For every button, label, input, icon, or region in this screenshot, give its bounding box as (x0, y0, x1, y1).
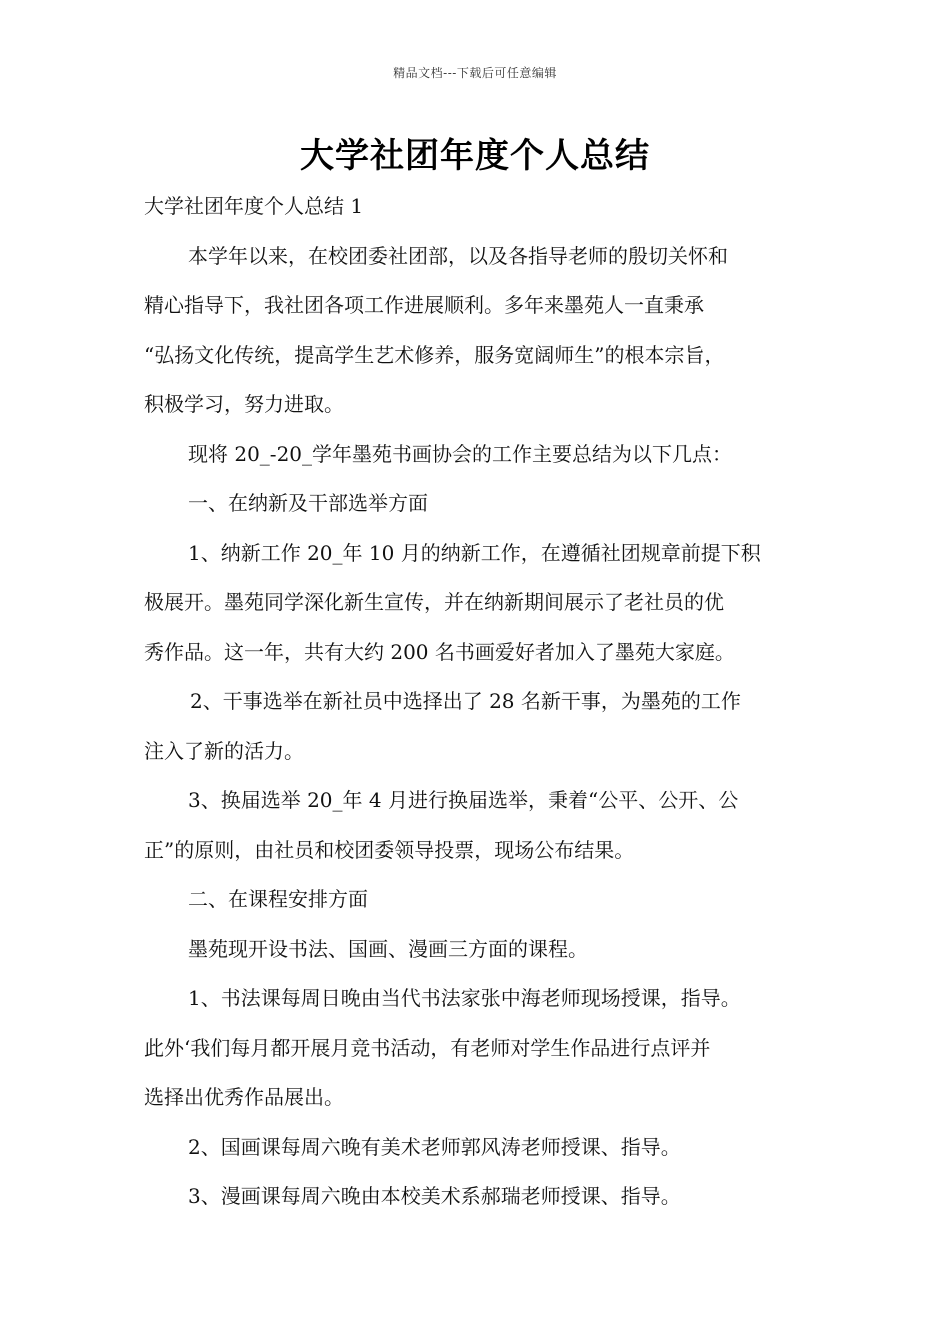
paragraph-line: 3、漫画课每周六晚由本校美术系郝瑞老师授课、指导。 (188, 1184, 681, 1208)
paragraph-line: 墨苑现开设书法、国画、漫画三方面的课程。 (188, 936, 588, 961)
paragraph-line: 本学年以来，在校团委社团部，以及各指导老师的殷切关怀和 (188, 243, 728, 268)
paragraph-line: 现将 20_-20_学年墨苑书画协会的工作主要总结为以下几点： (188, 441, 733, 466)
paragraph-line: 1、纳新工作 20_年 10 月的纳新工作，在遵循社团规章前提下积 (188, 540, 761, 565)
document-body (144, 182, 816, 1222)
paragraph-line: 正”的原则，由社员和校团委领导投票，现场公布结果。 (144, 837, 635, 862)
section-heading: 二、在课程安排方面 (188, 887, 368, 911)
document-title: 大学社团年度个人总结 (300, 136, 650, 176)
paragraph-line: 此外‘我们每月都开展月竞书活动，有老师对学生作品进行点评并 (144, 1035, 711, 1060)
paragraph-line: 积极学习，努力进取。 (144, 392, 344, 416)
paragraph-line: 精心指导下，我社团各项工作进展顺利。多年来墨苑人一直秉承 (144, 293, 704, 317)
paragraph-line: 选择出优秀作品展出。 (144, 1085, 344, 1109)
paragraph-line: 3、换届选举 20_年 4 月进行换届选举，秉着“公平、公开、公 (188, 788, 739, 812)
paragraph-line: “弘扬文化传统，提高学生艺术修养，服务宽阔师生”的根本宗旨， (144, 342, 725, 367)
section-heading: 一、在纳新及干部选举方面 (188, 491, 428, 515)
paragraph-line: 1、书法课每周日晚由当代书法家张中海老师现场授课，指导。 (188, 986, 741, 1010)
paragraph-line: 注入了新的活力。 (144, 738, 304, 763)
paragraph-line: 秀作品。这一年，共有大约 200 名书画爱好者加入了墨苑大家庭。 (144, 639, 735, 664)
paragraph-line: 2、国画课每周六晚有美术老师郭风涛老师授课、指导。 (188, 1134, 681, 1159)
paragraph-line: 2、干事选举在新社员中选择出了 28 名新干事，为墨苑的工作 (190, 689, 741, 713)
paragraph-line: 极展开。墨苑同学深化新生宣传，并在纳新期间展示了老社员的优 (144, 590, 724, 614)
subtitle-line: 大学社团年度个人总结 1 (144, 194, 364, 218)
header-note: 精品文档---下载后可任意编辑 (393, 66, 557, 80)
